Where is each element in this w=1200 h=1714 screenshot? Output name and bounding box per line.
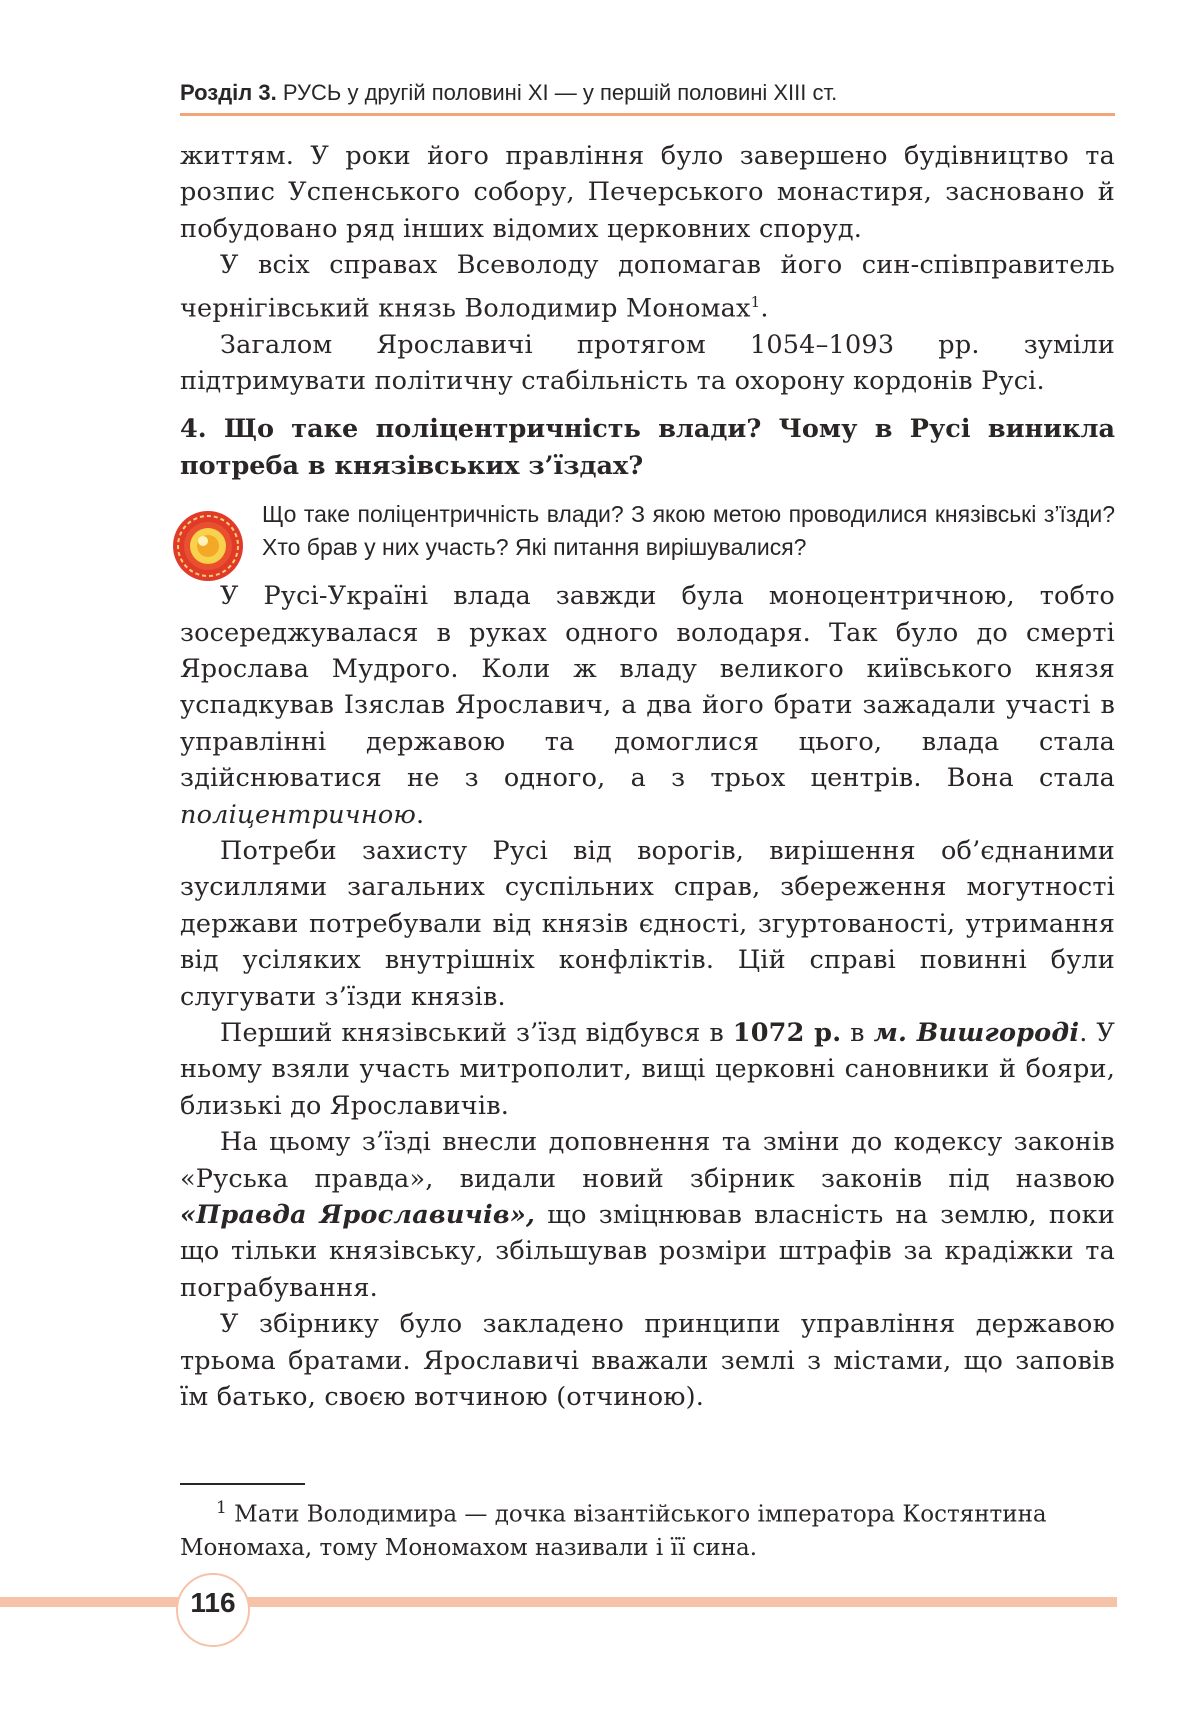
ornament-medallion-icon [172, 510, 244, 582]
footnote [180, 1492, 1080, 1565]
footer-bar [0, 1597, 1117, 1607]
section-label: Розділ 3. [180, 80, 277, 105]
paragraph-text: У всіх справах Всеволоду допомагав його син-співправитель чернігівський князь Володимир Мономах [180, 250, 1115, 324]
paragraph-first-congress [180, 1015, 1115, 1124]
section-heading: 4. Що таке поліцентричність влади? Чому в Русі виникла потреба в князівських з’їздах? [180, 414, 1115, 481]
paragraph-text: в [850, 1018, 865, 1049]
paragraph-text: Перший князівський з’їзд відбувся в [220, 1018, 724, 1049]
paragraph-text: У Русі-Україні влада завжди була моноцентричною, тобто зосереджувалася в руках одного володаря. Так було до смерті Ярослава Мудрого. Коли ж владу великого київського князя успадкував Ізяслав Ярославич, а два його брати зажадали участі в управлінні державою та домоглися цього, влада стала здійснюватися не з одного, а з трьох центрів. Вона стала [180, 581, 1115, 794]
paragraph-text: . У ньому взяли участь митрополит, вищі церковні сановники й бояри, близькі до Ярославичів. [180, 1018, 1115, 1121]
paragraph-needs: Потреби захисту Русі від ворогів, вирішення об’єднаними зусиллями загальних суспільних справ, збереження могутності держави потребували від князів єдності, згуртованості, утримання від усіляких внутрішніх конфліктів. Цій справі повинні були слугувати з’їзди князів. [180, 836, 1115, 1012]
question-prompt: Що таке поліцентричність влади? З якою метою проводилися князівські з’їзди? Хто брав у них участь? Які питання вирішувалися? [262, 501, 1115, 561]
paragraph-law-code [180, 1124, 1115, 1306]
paragraph-summary: Загалом Ярославичі протягом 1054–1093 рр. зуміли підтримувати політичну стабільність та охорону кордонів Русі. [180, 329, 1115, 396]
paragraph-continued: життям. У роки його правління було завершено будівництво та розпис Успенського собору, Печерського монастиря, засновано й побудовано ряд інших відомих церковних споруд. [180, 141, 1115, 244]
footnote-reference: 1 [750, 292, 761, 311]
footnote-text: Мати Володимира — дочка візантійського імператора Костянтина Мономаха, тому Мономахом називали і її сина. [180, 1501, 1047, 1561]
footnote-number: 1 [216, 1498, 227, 1518]
header-divider [180, 113, 1115, 116]
law-code-title: «Правда Ярославичів», [180, 1200, 536, 1231]
paragraph-text: що зміцнював власність на землю, поки що тільки князівську, збільшував розміри штрафів за крадіжки та пограбування. [180, 1200, 1115, 1303]
congress-place: м. Вишгороді [873, 1018, 1080, 1049]
page-number: 116 [190, 1587, 236, 1618]
congress-year: 1072 р. [732, 1018, 842, 1049]
paragraph-principles: У збірнику було закладено принципи управління державою трьома братами. Ярославичі вважали землі з містами, що заповів їм батько, своєю вотчиною (отчиною). [180, 1309, 1115, 1413]
section-title: РУСЬ у другій половині XI — у першій половині XIII ст. [282, 80, 838, 105]
paragraph-polycentric: У Русі-Україні влада завжди була моноцентричною, тобто зосереджувалася в руках одного володаря. Так було до смерті Ярослава Мудрого. Коли ж владу великого київського князя успадкував Ізяслав Ярославич, а два його брати зажадали участі в управлінні державою та домоглися цього, влада стала здійснюватися не з одного, а з трьох центрів. Вона стала поліцентричною. [180, 581, 1115, 830]
main-text [180, 138, 1115, 1416]
footnote-divider [180, 1483, 305, 1485]
paragraph-text: На цьому з’їзді внесли доповнення та зміни до кодексу законів «Руська правда», видали новий збірник законів під назвою [180, 1127, 1115, 1194]
section-header [180, 80, 1115, 106]
paragraph-monomakh: У всіх справах Всеволоду допомагав його син-співправитель чернігівський князь Володимир Мономах$^1$. [180, 250, 1115, 324]
term-polycentric: поліцентричною [180, 799, 417, 830]
question-block [180, 498, 1115, 564]
